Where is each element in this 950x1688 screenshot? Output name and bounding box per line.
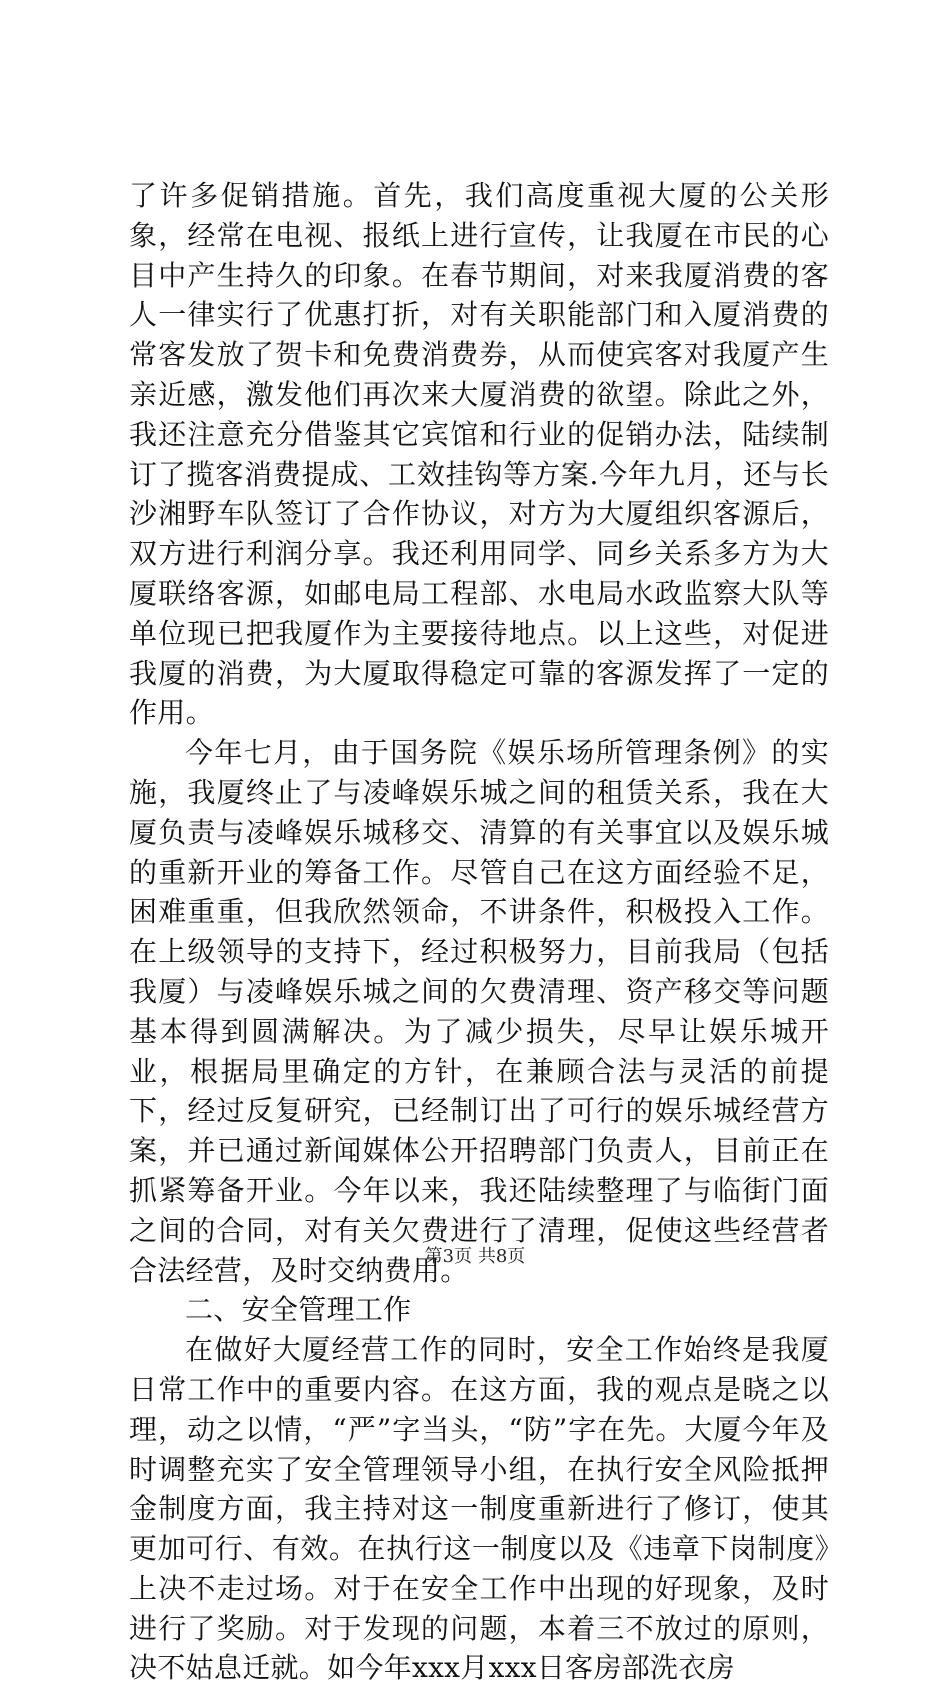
document-body (129, 176, 829, 1688)
paragraph-promotion: 了许多促销措施。首先，我们高度重视大厦的公关形象，经常在电视、报纸上进行宣传，让我厦在市民的心目中产生持久的印象。在春节期间，对来我厦消费的客人一律实行了优惠打折，对有关职能部门和入厦消费的常客发放了贺卡和免费消费券，从而使宾客对我厦产生亲近感，激发他们再次来大厦消费的欲望。除此之外，我还注意充分借鉴其它宾馆和行业的促销办法，陆续制订了揽客消费提成、工效挂钩等方案.今年九月，还与长沙湘野车队签订了合作协议，对方为大厦组织客源后，双方进行利润分享。我还利用同学、同乡关系多方为大厦联络客源，如邮电局工程部、水电局水政监察大队等单位现已把我厦作为主要接待地点。以上这些，对促进我厦的消费，为大厦取得稳定可靠的客源发挥了一定的作用。 (129, 179, 829, 730)
paragraph-safety-management: 在做好大厦经营工作的同时，安全工作始终是我厦日常工作中的重要内容。在这方面，我的观点是晓之以理，动之以情，“严”字当头，“防”字在先。大厦今年及时调整充实了安全管理领导小组，在执行安全风险抵押金制度方面，我主持对这一制度重新进行了修订，使其更加可行、有效。在执行这一制度以及《违章下岗制度》上决不走过场。对于在安全工作中出现的好现象，及时进行了奖励。对于发现的问题，本着三不放过的原则，决不姑息迁就。如今年xxx月xxx日客房部洗衣房 (129, 1333, 829, 1685)
page-footer: 第3页 共8页 (424, 1246, 526, 1267)
section-heading-safety: 二、安全管理工作 (185, 1293, 412, 1327)
paragraph-entertainment-city: 今年七月，由于国务院《娱乐场所管理条例》的实施，我厦终止了与凌峰娱乐城之间的租赁关系，我在大厦负责与凌峰娱乐城移交、清算的有关事宜以及娱乐城的重新开业的筹备工作。尽管自己在这方面经验不足，困难重重，但我欣然领命，不讲条件，积极投入工作。在上级领导的支持下，经过积极努力，目前我局（包括我厦）与凌峰娱乐城之间的欠费清理、资产移交等问题基本得到圆满解决。为了减少损失，尽早让娱乐城开业，根据局里确定的方针，在兼顾合法与灵活的前提下，经过反复研究，已经制订出了可行的娱乐城经营方案，并已通过新闻媒体公开招聘部门负责人，目前正在抓紧筹备开业。今年以来，我还陆续整理了与临街门面之间的合同，对有关欠费进行了清理，促使这些经营者合法经营，及时交纳费用。 (129, 736, 829, 1287)
